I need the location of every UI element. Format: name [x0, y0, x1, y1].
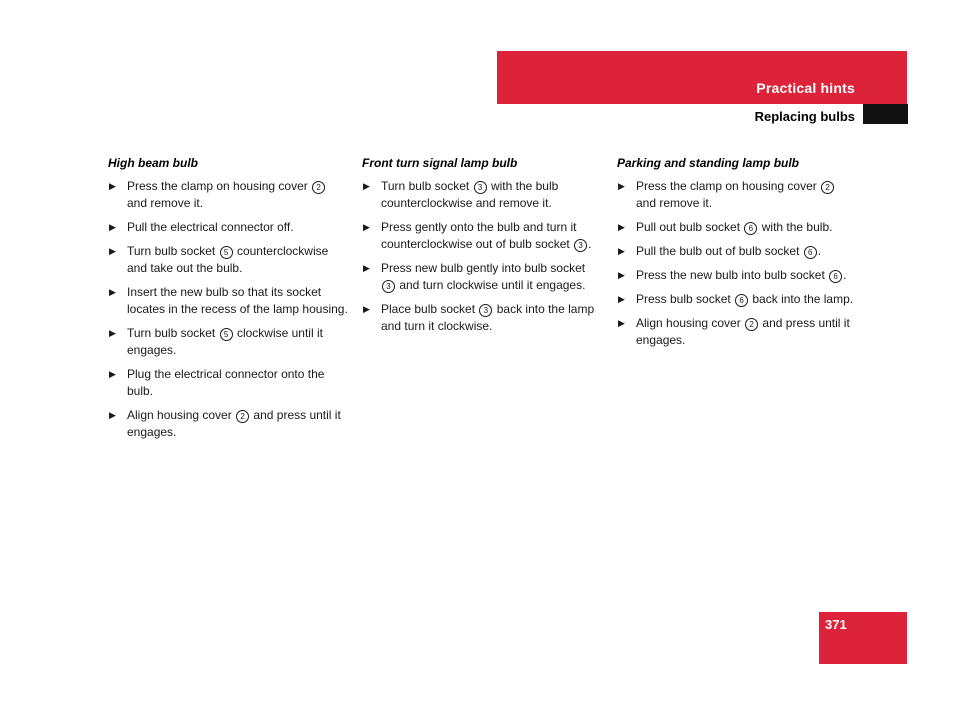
triangle-right-icon: ▶	[109, 222, 116, 232]
callout-number: 6	[744, 222, 757, 235]
subsection-title: Replacing bulbs	[754, 109, 855, 124]
instruction-step	[108, 407, 348, 441]
triangle-right-icon: ▶	[109, 181, 116, 191]
triangle-right-icon: ▶	[109, 246, 116, 256]
instruction-step	[617, 178, 857, 212]
instruction-step	[108, 284, 348, 318]
instruction-step	[617, 267, 857, 284]
step-text: Press gently onto the bulb and turn it counterclockwise out of bulb socket	[381, 220, 577, 251]
step-text: Pull the electrical connector off.	[127, 220, 294, 234]
step-text: Turn bulb socket	[127, 326, 219, 340]
callout-number: 2	[745, 318, 758, 331]
instruction-step	[108, 219, 348, 236]
step-text: Pull the bulb out of bulb socket	[636, 244, 803, 258]
triangle-right-icon: ▶	[618, 318, 625, 328]
instruction-step	[362, 219, 602, 253]
step-text: .	[843, 268, 847, 282]
instruction-step	[362, 301, 602, 335]
instruction-list	[108, 178, 348, 441]
triangle-right-icon: ▶	[618, 246, 625, 256]
callout-number: 6	[829, 270, 842, 283]
triangle-right-icon: ▶	[618, 181, 625, 191]
instruction-step	[108, 366, 348, 400]
triangle-right-icon: ▶	[618, 222, 625, 232]
step-text: Pull out bulb socket	[636, 220, 744, 234]
page-number-box	[819, 612, 907, 664]
triangle-right-icon: ▶	[109, 369, 116, 379]
step-text: and turn clockwise until it engages.	[396, 278, 586, 292]
header-band	[497, 51, 907, 104]
triangle-right-icon: ▶	[363, 181, 370, 191]
instruction-list	[617, 178, 857, 349]
step-text: Turn bulb socket	[381, 179, 473, 193]
column-high-beam-bulb	[108, 155, 348, 448]
step-text: and remove it.	[127, 196, 204, 210]
step-text: Plug the electrical connector onto the bulb.	[127, 367, 325, 398]
triangle-right-icon: ▶	[618, 270, 625, 280]
step-text: .	[817, 244, 822, 258]
instruction-list	[362, 178, 602, 335]
step-text: Align housing cover	[127, 408, 236, 422]
triangle-right-icon: ▶	[363, 222, 370, 232]
step-text: Insert the new bulb so that its socket locates in the recess of the lamp housing.	[127, 285, 348, 316]
step-text: Press new bulb gently into bulb socket	[381, 261, 586, 275]
page-number: 371	[825, 617, 847, 632]
step-text: and press until it engages.	[636, 316, 850, 347]
column-heading: Parking and standing lamp bulb	[617, 156, 800, 170]
column-heading: Front turn signal lamp bulb	[362, 156, 518, 170]
step-text: counterclockwise and take out the bulb.	[127, 244, 329, 275]
instruction-step	[362, 260, 602, 294]
callout-number: 5	[220, 328, 233, 341]
triangle-right-icon: ▶	[363, 263, 370, 273]
triangle-right-icon: ▶	[109, 287, 116, 297]
callout-number: 2	[236, 410, 249, 423]
column-heading: High beam bulb	[108, 156, 198, 170]
callout-number: 2	[312, 181, 325, 194]
callout-number: 6	[804, 246, 817, 259]
section-title: Practical hints	[756, 80, 855, 96]
step-text: .	[588, 237, 592, 251]
triangle-right-icon: ▶	[109, 410, 116, 420]
instruction-step	[617, 291, 857, 308]
step-text: Press the clamp on housing cover	[127, 179, 312, 193]
step-text: back into the lamp.	[749, 292, 854, 306]
step-text: clockwise until it engages.	[127, 326, 323, 357]
step-text: Align housing cover	[636, 316, 745, 330]
step-text: with the bulb counterclockwise and remove it.	[381, 179, 559, 210]
step-text: Press bulb socket	[636, 292, 735, 306]
instruction-step	[617, 243, 857, 260]
instruction-step	[108, 178, 348, 212]
callout-number: 5	[220, 246, 233, 259]
step-text: Place bulb socket	[381, 302, 479, 316]
callout-number: 3	[574, 239, 587, 252]
chapter-tab	[863, 104, 908, 124]
step-text: and remove it.	[636, 196, 713, 210]
step-text: with the bulb.	[758, 220, 833, 234]
callout-number: 3	[382, 280, 395, 293]
instruction-step	[108, 243, 348, 277]
column-front-turn-signal-lamp-bulb	[362, 155, 602, 342]
callout-number: 6	[735, 294, 748, 307]
instruction-step	[108, 325, 348, 359]
step-text: Press the clamp on housing cover	[636, 179, 821, 193]
instruction-step	[617, 315, 857, 349]
step-text: Turn bulb socket	[127, 244, 219, 258]
column-parking-standing-lamp-bulb	[617, 155, 857, 356]
step-text: back into the lamp and turn it clockwise.	[381, 302, 595, 333]
step-text: Press the new bulb into bulb socket	[636, 268, 829, 282]
callout-number: 3	[474, 181, 487, 194]
triangle-right-icon: ▶	[363, 304, 370, 314]
triangle-right-icon: ▶	[618, 294, 625, 304]
triangle-right-icon: ▶	[109, 328, 116, 338]
instruction-step	[617, 219, 857, 236]
callout-number: 2	[821, 181, 834, 194]
step-text: and press until it engages.	[127, 408, 341, 439]
instruction-step	[362, 178, 602, 212]
callout-number: 3	[479, 304, 492, 317]
